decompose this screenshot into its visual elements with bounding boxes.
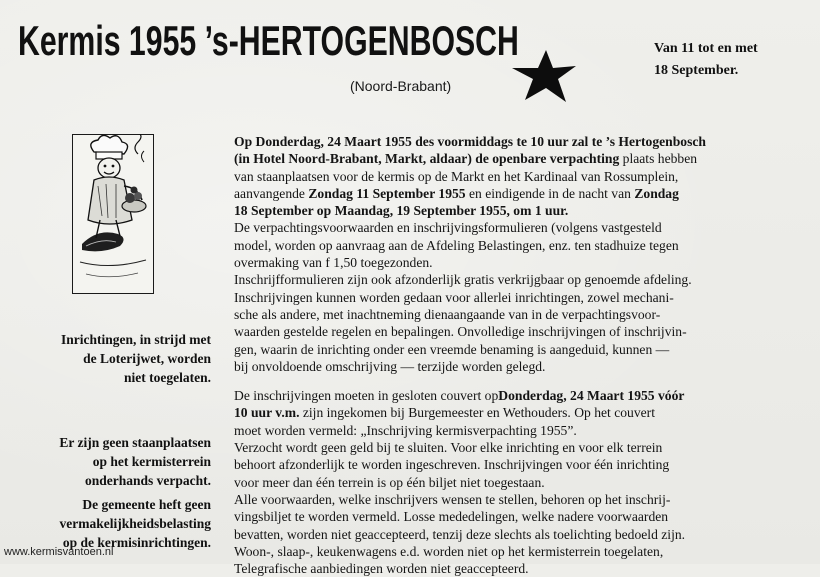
text-line bbox=[234, 439, 806, 456]
side-note-line: De gemeente heft geen bbox=[82, 497, 211, 512]
date-line: Van 11 tot en met bbox=[654, 41, 758, 56]
paragraph-gap bbox=[234, 375, 806, 387]
text-segment: Verzocht wordt geen geld bij te sluiten. Voor elke inrichting en voor elk terrein bbox=[234, 440, 663, 456]
text-segment: overmaking van f 1,50 toegezonden. bbox=[234, 255, 433, 271]
side-note-belasting bbox=[59, 495, 211, 552]
page-subtitle: (Noord-Brabant) bbox=[350, 78, 452, 94]
text-line bbox=[234, 422, 806, 439]
star-icon bbox=[508, 48, 578, 104]
watermark-url: www.kermisvantoen.nl bbox=[4, 546, 114, 558]
text-line bbox=[234, 254, 806, 271]
text-segment: De verpachtingsvoorwaarden en inschrijvingsformulieren (volgens vastgesteld bbox=[234, 220, 662, 236]
text-line bbox=[234, 543, 806, 560]
text-segment: van staanplaatsen voor de kermis op de Markt en het Kardinaal van Rossumplein, bbox=[234, 168, 679, 184]
side-note-line: Er zijn geen staanplaatsen bbox=[59, 435, 211, 450]
text-segment: aanvangende bbox=[234, 185, 309, 201]
side-note-line: niet toegelaten. bbox=[124, 370, 211, 385]
text-segment: Inschrijfformulieren zijn ook afzonderlijk gratis verkrijgbaar op genoemde afdeling. bbox=[234, 272, 692, 288]
text-line bbox=[234, 323, 806, 340]
text-line bbox=[234, 387, 806, 404]
announcement-body bbox=[234, 133, 806, 577]
date-line: 18 September. bbox=[654, 63, 739, 78]
text-segment: Woon-, slaap-, keukenwagens e.d. worden niet op het kermisterrein toegelaten, bbox=[234, 543, 664, 559]
chef-illustration bbox=[72, 134, 154, 294]
text-segment: behoort afzonderlijk te worden ingeschreven. Inschrijvingen voor één inrichting bbox=[234, 457, 670, 473]
bold-segment: (in Hotel Noord-Brabant, Markt, aldaar) de openbare verpachting bbox=[234, 151, 620, 167]
side-note-line: Inrichtingen, in strijd met bbox=[61, 332, 211, 347]
text-line bbox=[234, 168, 806, 185]
text-line bbox=[234, 341, 806, 358]
text-segment: Alle voorwaarden, welke inschrijvers wensen te stellen, behoren op het inschrij- bbox=[234, 491, 671, 507]
side-note-line: op de kermisinrichtingen. bbox=[62, 535, 211, 550]
text-line bbox=[234, 289, 806, 306]
side-note-line: vermakelijkheidsbelasting bbox=[59, 516, 211, 531]
text-line bbox=[234, 474, 806, 491]
text-segment: De inschrijvingen moeten in gesloten couvert op bbox=[234, 388, 499, 404]
side-note-line: op het kermisterrein bbox=[92, 454, 211, 469]
bold-segment: Donderdag, 24 Maart 1955 vóór bbox=[498, 388, 685, 404]
side-note-line: onderhands verpacht. bbox=[84, 473, 211, 488]
text-segment: plaats hebben bbox=[619, 151, 698, 167]
bold-segment: 18 September op Maandag, 19 September 1955, om 1 uur. bbox=[234, 203, 569, 219]
text-line bbox=[234, 150, 806, 167]
date-range bbox=[654, 38, 804, 82]
paragraph-inschrijvingen bbox=[234, 387, 806, 577]
text-segment: waarden gestelde regelen en bepalingen. Onvolledige inschrijvingen of inschrijvin- bbox=[234, 324, 687, 340]
bold-segment: 10 uur v.m. bbox=[234, 405, 300, 421]
text-segment: model, worden op aanvraag aan de Afdeling Belastingen, enz. ten stadhuize tegen bbox=[234, 237, 679, 253]
text-segment: sche als andere, met inachtneming dienaangaande van in de verpachtingsvoor- bbox=[234, 306, 661, 322]
text-line bbox=[234, 508, 806, 525]
bold-segment: Zondag 11 September 1955 bbox=[308, 185, 466, 201]
side-note-staanplaatsen bbox=[59, 433, 211, 490]
text-segment: en eindigende in de nacht van bbox=[465, 185, 635, 201]
text-line bbox=[234, 456, 806, 473]
text-line bbox=[234, 358, 806, 375]
paragraph-verpachting bbox=[234, 133, 806, 375]
text-line bbox=[234, 306, 806, 323]
text-line bbox=[234, 237, 806, 254]
text-segment: bij onvoldoende omschrijving — terzijde worden gelegd. bbox=[234, 358, 546, 374]
text-segment: gen, waarin de inrichting onder een vreemde benaming is aangeduid, kunnen — bbox=[234, 341, 670, 357]
text-segment: bevatten, worden niet geaccepteerd, tenzij deze slechts als toelichting bedoeld zijn. bbox=[234, 526, 686, 542]
text-segment: Inschrijvingen kunnen worden gedaan voor allerlei inrichtingen, zowel mechani- bbox=[234, 289, 674, 305]
side-note-line: de Loterijwet, worden bbox=[83, 351, 211, 366]
text-line bbox=[234, 202, 806, 219]
text-line bbox=[234, 404, 806, 421]
side-note-loterijwet bbox=[61, 330, 211, 387]
text-line bbox=[234, 271, 806, 288]
bold-segment: Op Donderdag, 24 Maart 1955 des voormiddags te 10 uur zal te ’s Hertogenbosch bbox=[234, 134, 706, 149]
text-segment: zijn ingekomen bij Burgemeester en Wethouders. Op het couvert bbox=[299, 405, 655, 421]
text-line bbox=[234, 219, 806, 236]
bold-segment: Zondag bbox=[634, 185, 679, 201]
text-line bbox=[234, 491, 806, 508]
text-line bbox=[234, 526, 806, 543]
page-title: Kermis 1955 ’s-HERTOGENBOSCH bbox=[18, 17, 519, 64]
text-line bbox=[234, 133, 806, 150]
text-segment: voor meer dan één terrein is op één biljet niet toegestaan. bbox=[234, 474, 545, 490]
text-line bbox=[234, 185, 806, 202]
text-segment: vingsbiljet te worden vermeld. Losse mededelingen, welke nadere voorwaarden bbox=[234, 509, 669, 525]
text-segment: Telegrafische aanbiedingen worden niet geaccepteerd. bbox=[234, 561, 529, 577]
text-segment: moet worden vermeld: „Inschrijving kermisverpachting 1955”. bbox=[234, 422, 577, 438]
text-line bbox=[234, 560, 806, 577]
